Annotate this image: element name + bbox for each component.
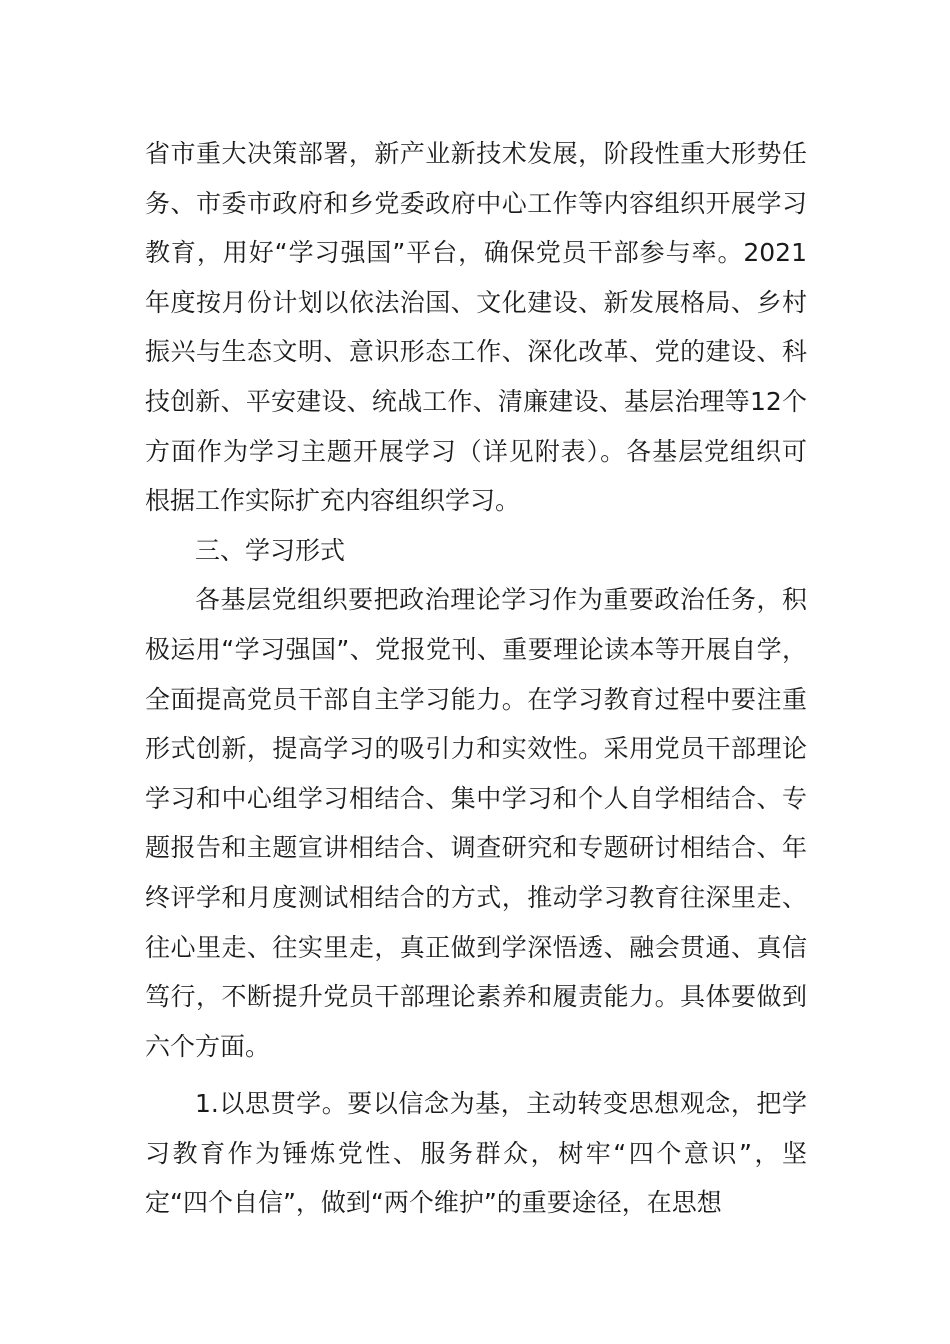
paragraph-item-1: 1.以思贯学。要以信念为基，主动转变思想观念，把学习教育作为锤炼党性、服务群众，树牢“四个意识”，坚定“四个自信”，做到“两个维护”的重要途径，在思想 <box>145 1089 807 1218</box>
document-body <box>145 129 807 1228</box>
paragraph-learning-forms: 各基层党组织要把政治理论学习作为重要政治任务，积极运用“学习强国”、党报党刊、重要理论读本等开展自学，全面提高党员干部自主学习能力。在学习教育过程中要注重形式创新，提高学习的吸引力和实效性。采用党员干部理论学习和中心组学习相结合、集中学习和个人自学相结合、专题报告和主题宣讲相结合、调查研究和专题研讨相结合、年终评学和月度测试相结合的方式，推动学习教育往深里走、往心里走、往实里走，真正做到学深悟透、融会贯通、真信笃行，不断提升党员干部理论素养和履责能力。具体要做到六个方面。 <box>145 585 807 1061</box>
paragraph-continued: 省市重大决策部署，新产业新技术发展，阶段性重大形势任务、市委市政府和乡党委政府中心工作等内容组织开展学习教育，用好“学习强国”平台，确保党员干部参与率。2021年度按月份计划以依法治国、文化建设、新发展格局、乡村振兴与生态文明、意识形态工作、深化改革、党的建设、科技创新、平安建设、统战工作、清廉建设、基层治理等12个方面作为学习主题开展学习（详见附表）。各基层党组织可根据工作实际扩充内容组织学习。 <box>145 139 807 516</box>
section-heading: 三、学习形式 <box>195 535 346 565</box>
